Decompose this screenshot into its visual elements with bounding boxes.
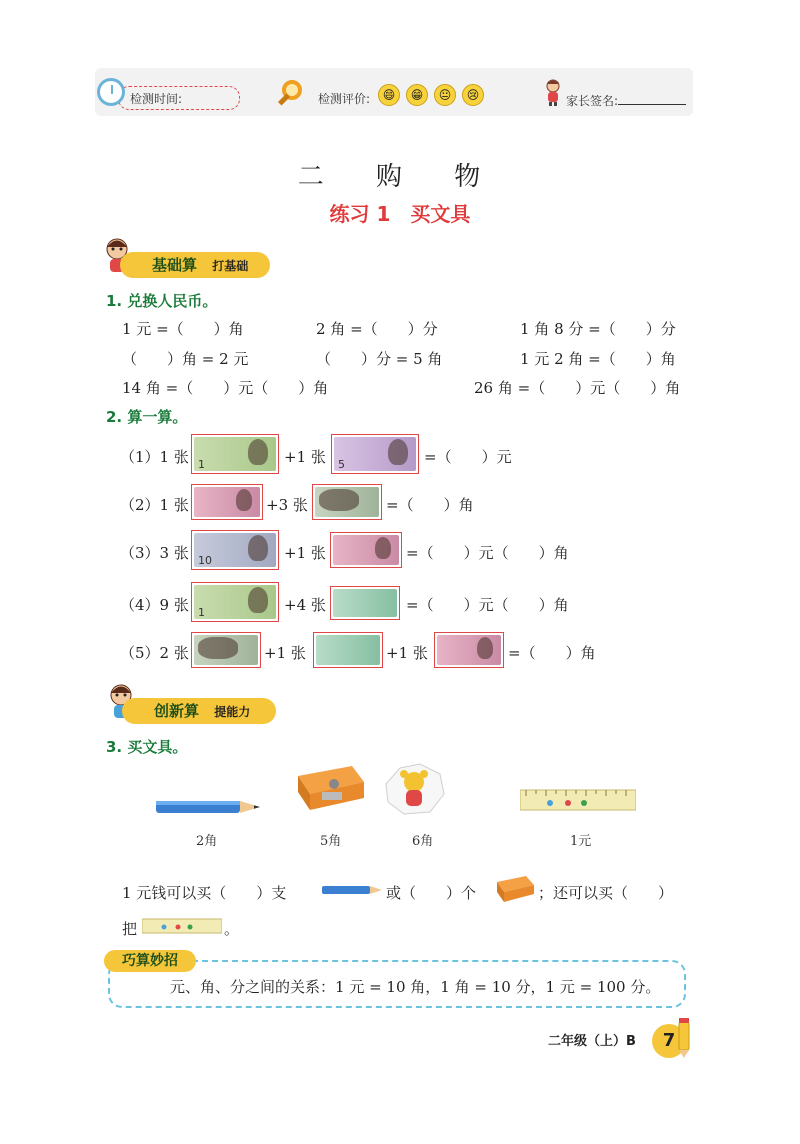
sign-field[interactable] — [618, 104, 686, 105]
q3-sentence-b: 或（ ）个 — [386, 884, 477, 902]
q1-row2-col3: 1 元 2 角 =（ ）角 — [520, 350, 676, 368]
bill-10-yuan: 10 — [191, 530, 279, 570]
q2-item4-answer: =（ ）元（ ）角 — [406, 596, 569, 614]
lesson-title: 练习 1 买文具 — [329, 202, 471, 226]
section-basic-subtitle: 打基础 — [212, 259, 249, 273]
q2-item3-count: （3）3 张 — [120, 544, 189, 562]
q1-row2-col2: （ ）分 = 5 角 — [316, 350, 443, 368]
section-new-banner — [122, 698, 276, 724]
face-happy-icon[interactable]: 😄 — [378, 84, 400, 106]
section-basic-banner — [120, 252, 270, 278]
sharpener-icon — [292, 762, 368, 814]
clock-icon — [97, 78, 125, 106]
q2-item5-answer: =（ ）角 — [508, 644, 596, 662]
face-grin-icon[interactable]: 😁 — [406, 84, 428, 106]
q1-row3-col1: 14 角 =（ ）元（ ）角 — [122, 379, 329, 397]
q2-item5-plus1: +1 张 — [264, 644, 306, 662]
q2-item5-plus2: +1 张 — [386, 644, 428, 662]
sign-label: 家长签名: — [566, 94, 619, 108]
section-new-subtitle: 提能力 — [214, 705, 251, 719]
bill-1-jiao — [313, 632, 383, 668]
bill-5-jiao — [330, 532, 402, 568]
q2-item3-answer: =（ ）元（ ）角 — [406, 544, 569, 562]
tip-text: 元、角、分之间的关系：1 元 = 10 角，1 角 = 10 分，1 元 = 100 分。 — [170, 978, 661, 996]
q2-item1-count: （1）1 张 — [120, 448, 189, 466]
pencil-icon — [156, 798, 268, 816]
bill-1-yuan: 1 — [191, 582, 279, 622]
bill-5-jiao — [434, 632, 504, 668]
bill-2-jiao — [191, 632, 261, 668]
bill-2-jiao — [312, 484, 382, 520]
q3-sentence-c: ；还可以买（ ） — [538, 884, 674, 902]
q2-item1-plus: +1 张 — [284, 448, 326, 466]
q1-row3-col3: 26 角 =（ ）元（ ）角 — [474, 379, 681, 397]
price-eraser: 6角 — [412, 834, 434, 849]
ruler-icon — [142, 918, 222, 934]
chapter-title: 二 购 物 — [297, 162, 503, 192]
grade-label: 二年级（上）B — [548, 1034, 636, 1049]
q3-sentence-d: 把 — [122, 920, 138, 938]
q2-item2-plus: +3 张 — [266, 496, 308, 514]
q2-item2-answer: =（ ）角 — [386, 496, 474, 514]
q2-item1-answer: =（ ）元 — [424, 448, 512, 466]
sharpener-icon — [494, 874, 536, 904]
q1-title: 1. 兑换人民币。 — [106, 292, 218, 310]
q2-title: 2. 算一算。 — [106, 408, 188, 426]
q3-title: 3. 买文具。 — [106, 738, 188, 756]
q1-row1-col1: 1 元 =（ ）角 — [122, 320, 244, 338]
girl-icon — [542, 78, 564, 106]
q1-row2-col1: （ ）角 = 2 元 — [122, 350, 249, 368]
pencil-icon — [322, 884, 384, 896]
q2-item2-count: （2）1 张 — [120, 496, 189, 514]
q2-item4-plus: +4 张 — [284, 596, 326, 614]
bill-5-jiao — [191, 484, 263, 520]
q1-row1-col2: 2 角 =（ ）分 — [316, 320, 438, 338]
ruler-icon — [520, 788, 636, 812]
price-sharpener: 5角 — [320, 834, 342, 849]
eraser-bear-icon — [380, 760, 450, 818]
face-sad-icon[interactable]: 😢 — [462, 84, 484, 106]
price-ruler: 1元 — [570, 834, 592, 849]
q1-row1-col3: 1 角 8 分 =（ ）分 — [520, 320, 676, 338]
section-basic-title: 基础算 — [152, 256, 198, 274]
q3-sentence-a: 1 元钱可以买（ ）支 — [122, 884, 287, 902]
pencil-mascot-icon — [676, 1018, 692, 1058]
q3-sentence-e: 。 — [224, 920, 240, 938]
q2-item3-plus: +1 张 — [284, 544, 326, 562]
face-neutral-icon[interactable]: 😐 — [434, 84, 456, 106]
q2-item5-count: （5）2 张 — [120, 644, 189, 662]
eval-label: 检测评价: — [318, 92, 371, 106]
price-pencil: 2角 — [196, 834, 218, 849]
tip-tag: 巧算妙招 — [104, 950, 196, 972]
page-number: 7 — [652, 1024, 686, 1058]
time-label: 检测时间: — [130, 92, 183, 106]
q2-item4-count: （4）9 张 — [120, 596, 189, 614]
bill-1-yuan: 1 — [191, 434, 279, 474]
bill-5-yuan: 5 — [331, 434, 419, 474]
section-new-title: 创新算 — [154, 702, 200, 720]
bill-1-jiao — [330, 586, 400, 620]
